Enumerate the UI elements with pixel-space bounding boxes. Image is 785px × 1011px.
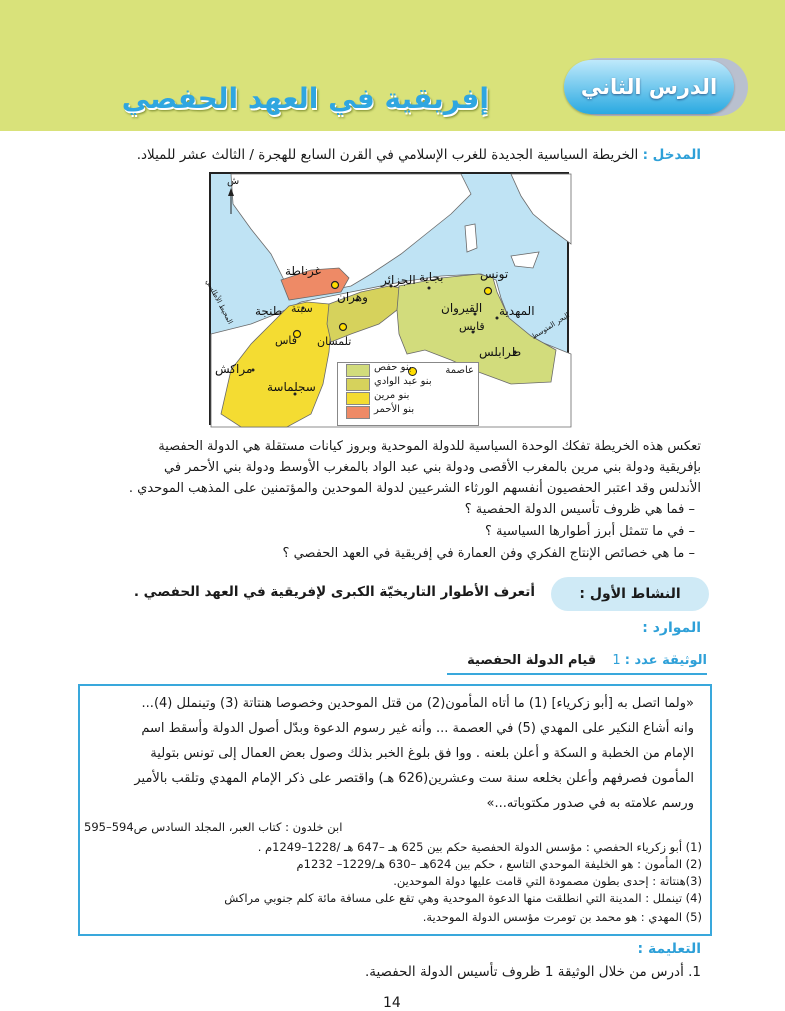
question-1: – فما هي ظروف تأسيس الدولة الحفصية ؟ <box>464 502 695 517</box>
legend-capital-label: عاصمة <box>445 365 474 376</box>
legend-text-hafsid: بنو حفص <box>374 362 412 373</box>
city-sijilmasa: سجلماسة <box>267 380 316 394</box>
document-number: 1 <box>612 653 621 668</box>
doc-line-4: المأمون فصرفهم وأعلن بخلعه سنة ست وعشرين(626 هـ) واقتصر على ذكر الإمام المهدي وتلقب بالأمير <box>134 771 694 786</box>
doc-note-4: (4) تينملل : المدينة التي انطلقت منها الدعوة الموحدية وهي تقع على مسافة مائة كلم جنوبي مراكش <box>224 891 702 905</box>
city-tripoli: طرابلس <box>479 345 522 359</box>
legend-row-marinid <box>338 391 478 404</box>
lesson-tab: الدرس الثاني <box>564 60 734 114</box>
instruction-text: 1. أدرس من خلال الوثيقة 1 ظروف تأسيس الدولة الحفصية. <box>364 964 701 980</box>
intro-text: الخريطة السياسية الجديدة للغرب الإسلامي في القرن السابع للهجرة / الثالث عشر للميلاد. <box>136 147 639 163</box>
map-legend <box>337 362 479 426</box>
legend-row-hafsid <box>338 363 478 376</box>
city-mahdia: المهدية <box>499 304 535 318</box>
legend-text-marinid: بنو مرين <box>374 390 410 401</box>
document-label: الوثيقة عدد : <box>624 653 707 668</box>
document-box <box>78 684 712 936</box>
instruction-label: التعليمة : <box>637 941 701 957</box>
city-ceuta: سبتة <box>291 302 313 315</box>
body-line-1: تعكس هذه الخريطة تفكك الوحدة السياسية للدولة الموحدية وبروز كيانات مستقلة هي الدولة الحفصية <box>158 439 701 454</box>
legend-swatch-hafsid <box>346 364 370 377</box>
legend-row-zayyanid <box>338 377 478 390</box>
legend-text-nasrid: بنو الأحمر <box>374 404 415 415</box>
doc-line-5: ورسم علامته به في صدور مكتوباته...» <box>486 796 694 811</box>
resources-label: الموارد : <box>642 620 701 636</box>
doc-line-3: الإمام من الخطبة و السكة و أعلن بلعنه . ووا فق بلوغ الخبر بذلك وصول بعض العمال إلى تونس بتولية <box>150 746 694 761</box>
city-kairouan: القيروان <box>441 301 483 315</box>
italy-land <box>511 174 571 244</box>
legend-swatch-nasrid <box>346 406 370 419</box>
legend-swatch-zayyanid <box>346 378 370 391</box>
doc-note-1: (1) أبو زكرياء الحفصي : مؤسس الدولة الحفصية حكم بين 625 هـ –647 هـ /1228–1249م . <box>257 840 702 854</box>
doc-note-3: (3)هنتاتة : إحدى بطون مصمودة التي قامت عليها دولة الموحدين. <box>393 874 702 888</box>
doc-line-2: وانه أشاع النكير على المهدي (5) في العصمة ... وأنه غير رسوم الدعوة وبدّل أصول الدولة وأسقط اسم <box>141 721 694 736</box>
city-gabes: قابس <box>459 320 485 333</box>
intro-label: المدخل : <box>642 147 701 163</box>
doc-line-1: «ولما اتصل به [أبو زكرياء] (1) ما أتاه المأمون(2) من قتل الموحدين وخصوصا هنتاتة (3) وتينملل (4)... <box>141 696 694 711</box>
question-2: – في ما تتمثل أبرز أطوارها السياسية ؟ <box>484 524 695 539</box>
legend-text-zayyanid: بنو عبد الوادي <box>374 376 432 387</box>
dot-bejaia <box>428 287 431 290</box>
political-map <box>203 172 572 425</box>
question-3: – ما هي خصائص الإنتاج الفكري وفن العمارة في إفريقية في العهد الحفصي ؟ <box>282 546 695 561</box>
city-bejaia: بجاية <box>419 270 444 284</box>
city-fes: فاس <box>275 334 298 347</box>
legend-row-nasrid <box>338 405 478 418</box>
activity-pill: النشاط الأول : <box>551 577 709 611</box>
intro-line <box>137 146 701 165</box>
doc-note-2: (2) المأمون : هو الخليفة الموحدي التاسع ، حكم بين 624هـ –630 هـ/1229– 1232م <box>296 857 702 871</box>
city-marrakech: مراكش <box>215 362 253 376</box>
body-line-3: الأندلس وقد اعتبر الحفصيون أنفسهم الورثاء الشرعيين لدولة الموحدين والمؤتمنين على المذهب الموحدي . <box>128 481 701 496</box>
page-title: إفريقية في العهد الحفصي <box>121 82 489 115</box>
north-label: ش <box>227 176 240 187</box>
document-heading <box>447 653 707 675</box>
page-number: 14 <box>383 995 401 1011</box>
city-oran: وهران <box>337 290 368 304</box>
city-tlemcen: تلمسان <box>317 335 352 348</box>
mediterranean-label: البحر المتوسط <box>530 311 572 341</box>
document-title: قيام الدولة الحفصية <box>467 653 597 668</box>
capital-granada <box>332 282 339 289</box>
doc-source: ابن خلدون : كتاب العبر، المجلد السادس ص594–595 <box>84 820 343 834</box>
sicily-land <box>511 252 539 268</box>
sardinia-land <box>465 224 477 252</box>
city-tangier: طنجة <box>255 304 283 318</box>
capital-tunis <box>485 288 492 295</box>
legend-swatch-marinid <box>346 392 370 405</box>
city-granada: غرناطة <box>285 264 321 278</box>
city-algiers: الجزائر <box>381 273 416 287</box>
doc-note-5: (5) المهدي : هو محمد بن تومرت مؤسس الدولة الموحدية. <box>422 910 702 924</box>
activity-text: أتعرف الأطوار التاريخيّة الكبرى لإفريقية في العهد الحفصي . <box>133 584 535 600</box>
body-line-2: بإفريقية ودولة بني مرين بالمغرب الأقصى ودولة بني عبد الواد بالمغرب الأوسط ودولة بني الأحمر في <box>164 460 701 475</box>
city-tunis: تونس <box>480 267 509 281</box>
atlantic-label: المحيط الأطلسي <box>203 278 235 326</box>
capital-tlemcen <box>340 324 347 331</box>
